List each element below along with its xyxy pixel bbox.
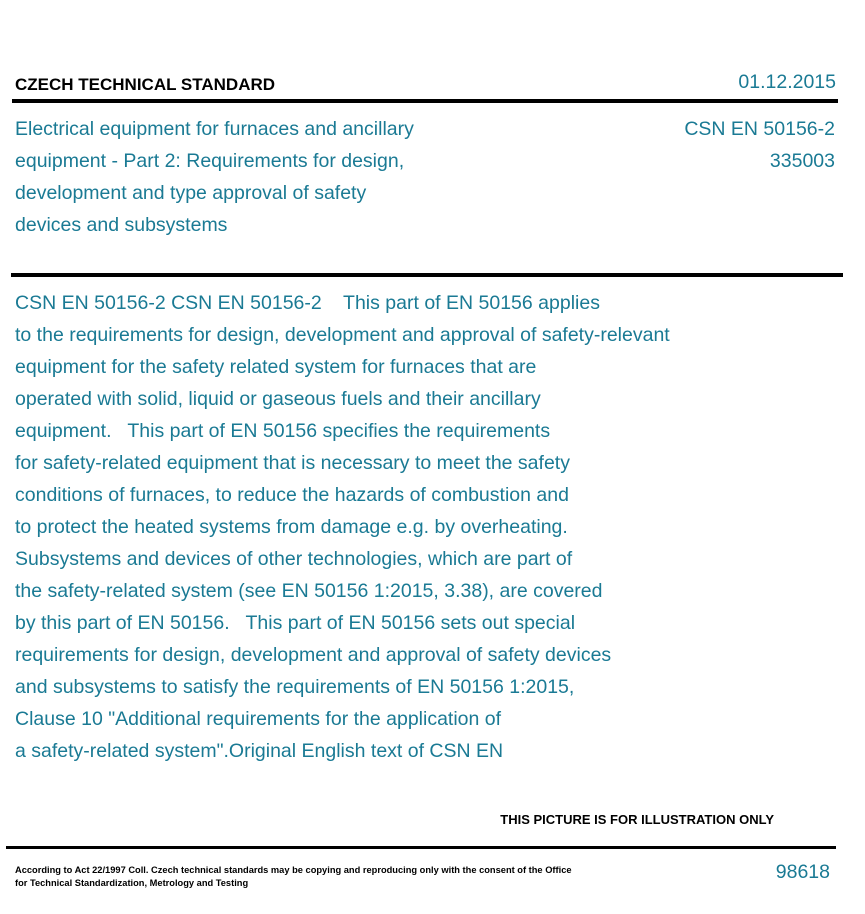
abstract-line: by this part of EN 50156. This part of EN 50156 sets out special: [15, 612, 576, 634]
abstract-line: for safety-related equipment that is necessary to meet the safety: [15, 452, 570, 474]
title-line: Electrical equipment for furnaces and ancillary: [15, 118, 414, 140]
abstract-line: a safety-related system".Original English text of CSN EN: [15, 740, 504, 762]
abstract-line: operated with solid, liquid or gaseous fuels and their ancillary: [15, 388, 541, 410]
classification-number: 335003: [769, 150, 835, 172]
abstract-line: to the requirements for design, development and approval of safety-relevant: [15, 324, 670, 346]
legal-notice-line: According to Act 22/1997 Coll. Czech technical standards may be copying and reproducing only with the consent of the Office: [15, 865, 572, 875]
abstract-line: equipment for the safety related system for furnaces that are: [15, 356, 537, 378]
header-label: CZECH TECHNICAL STANDARD: [15, 75, 276, 94]
title-line: development and type approval of safety: [15, 182, 367, 204]
title-line: equipment - Part 2: Requirements for design,: [15, 150, 405, 172]
standard-codes: [684, 113, 835, 177]
title-rule: [11, 273, 843, 277]
title-line: devices and subsystems: [15, 214, 228, 236]
footer-rule: [6, 846, 836, 849]
abstract-line: and subsystems to satisfy the requirements of EN 50156 1:2015,: [15, 676, 575, 698]
standard-abstract: [15, 287, 775, 767]
abstract-line: requirements for design, development and approval of safety devices: [15, 644, 612, 666]
document-number: 98618: [775, 861, 830, 883]
abstract-line: CSN EN 50156-2 CSN EN 50156-2 This part of EN 50156 applies: [15, 292, 600, 314]
abstract-line: conditions of furnaces, to reduce the hazards of combustion and: [15, 484, 569, 506]
header-rule: [12, 99, 838, 103]
abstract-line: Clause 10 "Additional requirements for the application of: [15, 708, 502, 730]
standard-title: [15, 113, 485, 241]
legal-notice: [15, 864, 572, 890]
abstract-line: to protect the heated systems from damage e.g. by overheating.: [15, 516, 568, 538]
legal-notice-line: for Technical Standardization, Metrology and Testing: [15, 878, 249, 888]
abstract-line: equipment. This part of EN 50156 specifies the requirements: [15, 420, 551, 442]
illustration-note: THIS PICTURE IS FOR ILLUSTRATION ONLY: [500, 812, 774, 827]
abstract-line: the safety-related system (see EN 50156 1:2015, 3.38), are covered: [15, 580, 603, 602]
publication-date: 01.12.2015: [738, 71, 836, 93]
abstract-line: Subsystems and devices of other technologies, which are part of: [15, 548, 573, 570]
standard-number: CSN EN 50156-2: [684, 118, 835, 140]
